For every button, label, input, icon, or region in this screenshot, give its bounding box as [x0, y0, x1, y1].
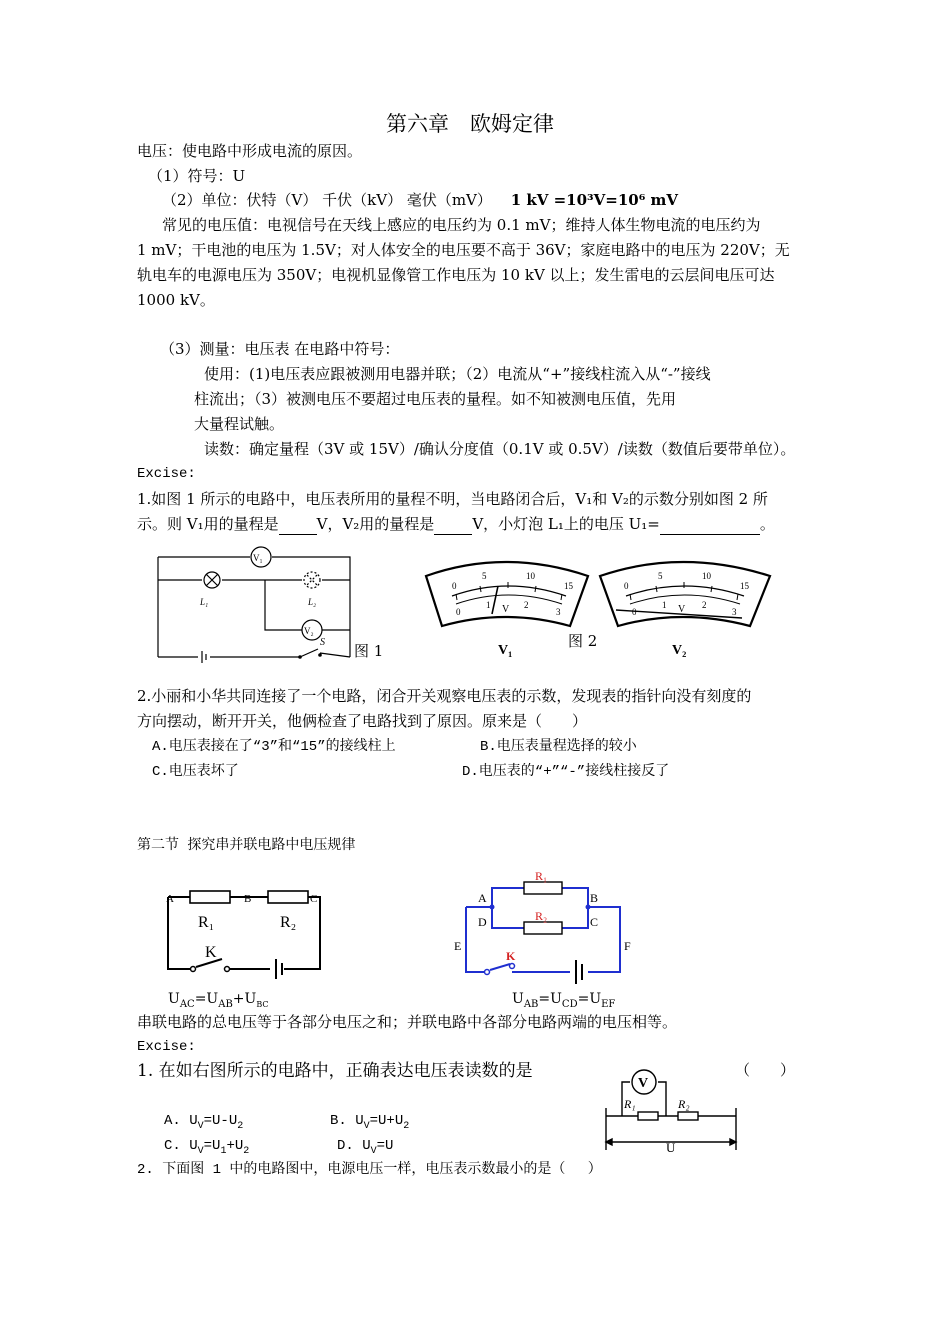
u-label: U: [666, 1140, 676, 1155]
common-values-line: 常见的电压值：电视信号在天线上感应的电压约为 0.1 mV；维持人体生物电流的电压约为: [162, 216, 761, 234]
node-f-label: F: [624, 939, 631, 953]
meter-v2-outer-15: 15: [740, 581, 749, 591]
meter-v1-outer-15: 15: [564, 581, 573, 591]
meter-v2-inner-2: 2: [702, 600, 707, 610]
v2-label: V₂: [304, 626, 314, 636]
ex2-circuit: [600, 1066, 745, 1156]
answer-blank-v2-range[interactable]: [434, 514, 472, 535]
q1-part-a: 示。则 V₁用的量程是: [137, 515, 279, 533]
answer-blank-u1[interactable]: [660, 514, 760, 535]
figure-2-label: 图 2: [568, 632, 598, 650]
meter-v2-inner-1: 1: [662, 600, 667, 610]
meter-v1-inner-1: 1: [486, 600, 491, 610]
meter-v2-unit: V: [678, 604, 686, 615]
series-formula: $U_{AC}=U_{AB}+U_{BC}$: [168, 991, 269, 1010]
switch-label: S: [320, 637, 325, 648]
q1-part-c: V，小灯泡 L₁上的电压 U₁=: [472, 515, 660, 533]
meter-v2: [600, 562, 770, 626]
l1-label: L₁: [200, 597, 209, 607]
figure-2-meters: [420, 552, 780, 664]
option-c[interactable]: C.电压表坏了: [152, 764, 239, 780]
node-d-label: D: [478, 915, 487, 929]
question-2-line: 方向摆动，断开开关，他俩检查了电路找到了原因。原来是（ ）: [137, 712, 588, 730]
common-values-line: 1000 kV。: [137, 291, 215, 309]
meter-v2-outer-5: 5: [658, 571, 663, 581]
voltage-symbol: （1）符号：U: [148, 167, 246, 185]
parallel-circuit: [450, 869, 640, 982]
node-c-label: C: [590, 915, 599, 929]
switch-k-label: K: [506, 949, 516, 963]
meter-v1-inner-2: 2: [524, 600, 529, 610]
question-1-line: [137, 514, 775, 535]
node-e-label: E: [454, 939, 462, 953]
meter-v1-ticks: [456, 582, 562, 600]
option-c[interactable]: C. $U_V=U_1+U_2$: [164, 1138, 250, 1157]
ex2-question-1: 1. 在如右图所示的电路中，正确表达电压表读数的是: [137, 1061, 533, 1081]
ex2-question-2: 2. 下面图 1 中的电路图中，电源电压一样，电压表示数最小的是（ ）: [137, 1162, 602, 1178]
option-b[interactable]: B. $U_V=U+U_2$: [330, 1113, 410, 1132]
node-b-label: B: [244, 893, 252, 905]
r1-label: R₁: [535, 869, 548, 883]
r2-label: R₂: [678, 1097, 690, 1111]
voltmeter-label: V: [638, 1076, 649, 1091]
question-2-line: 2.小丽和小华共同连接了一个电路，闭合开关观察电压表的示数，发现表的指针向没有刻度的: [137, 687, 752, 705]
usage-line: 使用：(1)电压表应跟被测用电器并联；（2）电流从“+”接线柱流入从“-”接线: [204, 365, 711, 383]
ex2-question-1-paren: （ ）: [735, 1061, 796, 1079]
r2-label: R₂: [280, 914, 297, 931]
option-d[interactable]: D. $U_V=U$: [337, 1138, 394, 1157]
series-circuit: [160, 885, 330, 975]
usage-line: 柱流出；（3）被测电压不要超过电压表的量程。如不知被测电压值，先用: [194, 390, 677, 408]
option-d[interactable]: D.电压表的“+”“-”接线柱接反了: [462, 764, 670, 780]
parallel-formula: $U_{AB}=U_{CD}=U_{EF}$: [512, 991, 616, 1010]
exercise-heading: Excise:: [137, 1039, 196, 1055]
measure-line: （3）测量：电压表 在电路中符号：: [160, 340, 400, 358]
switch-k-label: K: [205, 944, 217, 961]
reading-line: 读数：确定量程（3V 或 15V）/确认分度值（0.1V 或 0.5V）/读数（数值后要带单位）。: [204, 440, 796, 458]
meter-v1-outer-10: 10: [526, 571, 535, 581]
meter-v1-inner-3: 3: [556, 607, 561, 617]
section-2-heading: 第二节 探究串并联电路中电压规律: [137, 838, 356, 854]
r1-label: R₁: [198, 914, 215, 931]
answer-blank-v1-range[interactable]: [279, 514, 317, 535]
voltage-rule-summary: 串联电路的总电压等于各部分电压之和；并联电路中各部分电路两端的电压相等。: [137, 1013, 678, 1031]
meter-v2-outer-10: 10: [702, 571, 711, 581]
page-title: 第六章 欧姆定律: [386, 112, 554, 136]
meter-v1-outer-0: 0: [452, 581, 457, 591]
option-a[interactable]: A. $U_V=U-U_2$: [164, 1113, 244, 1132]
q1-part-b: V，V₂用的量程是: [316, 515, 435, 533]
usage-line: 大量程试触。: [194, 415, 285, 433]
figure-1-circuit: [150, 545, 360, 670]
node-c-label: C: [310, 893, 318, 905]
common-values-line: 1 mV；干电池的电压为 1.5V；对人体安全的电压要不高于 36V；家庭电路中的电压为 220V；无: [137, 241, 790, 259]
meter-v2-ticks: [630, 582, 738, 600]
meter-v2-outer-0: 0: [624, 581, 629, 591]
unit-relation: 1 kV =10³V=10⁶ mV: [510, 191, 678, 209]
node-b-label: B: [590, 891, 599, 905]
unit-text: （2）单位：伏特（V） 千伏（kV） 毫伏（mV）: [162, 191, 492, 209]
r2-label: R₂: [535, 909, 548, 923]
common-values-line: 轨电车的电源电压为 350V；电视机显像管工作电压为 10 kV 以上；发生雷电的云层间电压可达: [137, 266, 775, 284]
meter-v2-inner-3: 3: [732, 607, 737, 617]
r1-label: R₁: [624, 1097, 636, 1111]
meter-v1: [426, 562, 588, 626]
meter-v1-outer-5: 5: [482, 571, 487, 581]
question-1-line: 1.如图 1 所示的电路中，电压表所用的量程不明，当电路闭合后，V₁和 V₂的示数分别如图 2 所: [137, 490, 768, 508]
meter-v1-unit: V: [502, 604, 510, 615]
meter-v1-inner-0: 0: [456, 607, 461, 617]
meter-v2-inner-0: 0: [632, 607, 637, 617]
option-b[interactable]: B.电压表量程选择的较小: [480, 739, 637, 755]
option-a[interactable]: A.电压表接在了“3”和“15”的接线柱上: [152, 739, 396, 755]
v1-label: V₁: [253, 553, 263, 563]
node-a-label: A: [478, 891, 487, 905]
l2-label: L₂: [308, 597, 317, 607]
meter-v1-caption: V₁: [498, 643, 513, 658]
meter-v2-caption: V₂: [672, 643, 687, 658]
q1-part-d: 。: [759, 515, 775, 533]
voltage-definition: 电压：使电路中形成电流的原因。: [137, 142, 363, 160]
figure-1-label: 图 1: [354, 642, 384, 660]
node-a-label: A: [166, 893, 174, 905]
voltage-unit: [162, 190, 678, 210]
exercise-heading: Excise:: [137, 466, 196, 482]
